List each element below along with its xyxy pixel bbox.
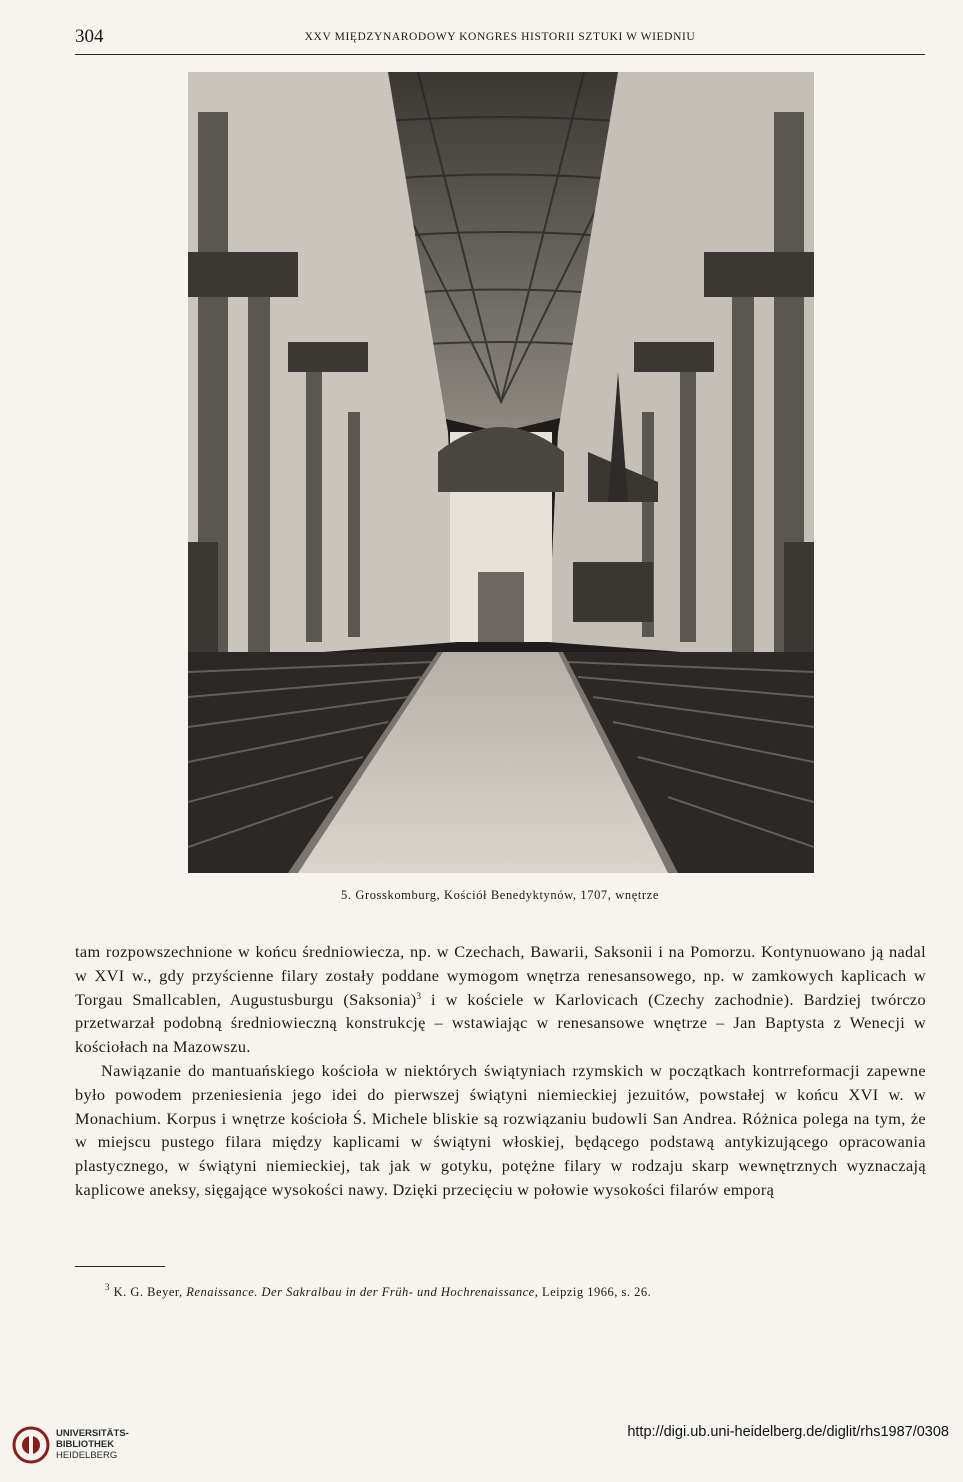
university-seal-icon [12, 1426, 50, 1464]
footnote [105, 1282, 905, 1300]
logo-line-3: HEIDELBERG [56, 1450, 118, 1461]
footnote-title: Renaissance. Der Sakralbau in der Früh- und Hochrenaissance, [186, 1285, 539, 1299]
footnote-divider [75, 1266, 165, 1267]
footnote-ref[interactable]: 3 [416, 990, 422, 1001]
church-interior-photo [188, 72, 814, 873]
library-logo[interactable] [12, 1424, 162, 1468]
paragraph-1-text-end: i w kościele w Karlovicach (Czechy zachodnie). Bardziej twórczo przetwarzał podobną średniowieczną konstrukcję – wstawiając w renesansowe wnętrze – Jan Baptysta z Wenecji w kościołach na Mazowszu. [75, 989, 927, 1057]
logo-line-2: BIBLIOTHEK [56, 1439, 115, 1450]
paragraph-1-text: tam rozpowszechnione w końcu średniowiecza, np. w Czechach, Bawarii, Saksonii i na Pomorzu. Kontynuowano ją nadal w XVI w., gdy przyścienne filary zostały poddane wymogom wnętrza renesansowego, np. w zamkowych kaplicach w Torgau Smallcablen, Augustusburgu (Saksonia) [75, 942, 926, 1009]
footnote-rest: Leipzig 1966, s. 26. [541, 1285, 652, 1299]
logo-text [56, 1428, 129, 1461]
paragraph-1 [75, 940, 926, 1059]
footnote-author: K. G. Beyer, [113, 1285, 183, 1299]
body-text [75, 940, 926, 1202]
logo-line-1: UNIVERSITÄTS- [56, 1428, 129, 1439]
footnote-marker: 3 [105, 1282, 110, 1292]
source-url-link[interactable]: http://digi.ub.uni-heidelberg.de/diglit/rhs1987/0308 [627, 1424, 949, 1440]
page-header [75, 24, 925, 55]
paragraph-2: Nawiązanie do mantuańskiego kościoła w niektórych świątyniach rzymskich w początkach kontrreformacji zapewne było powodem przeniesienia jego idei do pierwszej świątyni niemieckiej jezuitów, powstałej w końcu XVI w. w Monachium. Korpus i wnętrze kościoła Ś. Michele bliskie są rozwiązaniu budowli San Andrea. Różnica polega na tym, że w miejscu pustego filara między kaplicami w świątyni włoskiej, będącego podstawą antykizującego opracowania plastycznego, w świątyni niemieckiej, tak jak w gotyku, potężne filary w rodzaju skarp wewnętrznych wyznaczają kaplicowe aneksy, sięgające wysokości nawy. Dzięki przecięciu w połowie wysokości filarów emporą [75, 1060, 926, 1199]
page-number: 304 [75, 26, 104, 47]
church-interior-photo-icon [188, 72, 814, 873]
running-title: XXV MIĘDZYNARODOWY KONGRES HISTORII SZTUKI W WIEDNIU [304, 31, 696, 43]
figure-caption: 5. Grosskomburg, Kościół Benedyktynów, 1707, wnętrze [341, 888, 659, 902]
